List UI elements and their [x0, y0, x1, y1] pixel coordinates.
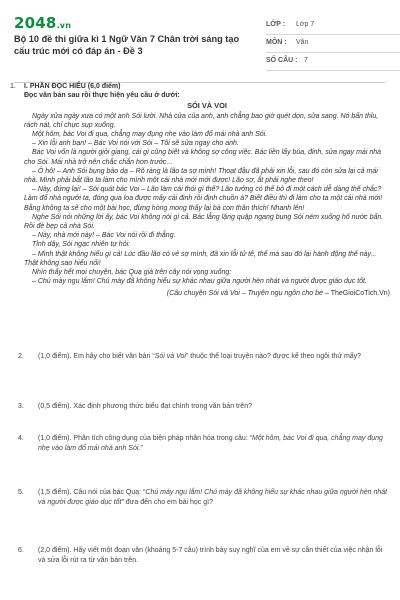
story-paragraph: – Ô hô! – Anh Sói bụng bảo dạ – Rõ ràng là lão ta sợ mình! Thoạt đầu đã phải xin lỗi, sau đó còn sửa lại cả mái nhà. Mình phải bắt lão ta làm cho mình một cái nhà mới mới được! Lão sợ, ắt phải nghe theo!: [24, 167, 378, 185]
question-6: [18, 546, 390, 566]
question-text: [38, 402, 390, 412]
question-2: [18, 352, 390, 362]
question-text-part: (2,0 điểm). Hãy viết một đoạn văn (khoảng 5-7 câu) trình bày suy nghĩ của em về sự cần thiết của việc nhận lỗi và sửa lỗi rút ra từ văn bản trên.: [38, 547, 383, 564]
story-paragraph: Tỉnh dậy, Sói ngạc nhiên tự hỏi:: [32, 241, 131, 249]
story-paragraph: Bác Voi vốn là người giỏi giang, cái gì cũng biết và không sợ công việc. Bác liền lấy búa, đinh, sửa ngay mái nhà cho Sói. Mái nhà trở nên chắc chắn hơn trước...: [24, 149, 382, 166]
meta-label: LỚP :: [266, 21, 286, 28]
site-logo[interactable]: [14, 14, 71, 32]
logo-tld: .vn: [56, 21, 72, 30]
story-source: [24, 289, 390, 298]
story-text: [24, 112, 390, 299]
source-site: TheGioiCoTich.Vn): [330, 290, 390, 298]
question-3: [18, 402, 390, 412]
question-text-part: (1,0 điểm). Em hãy cho biết văn bản “: [38, 353, 155, 360]
question-quote: Sói và Voi: [154, 353, 186, 360]
question-text-part: ” thuộc thể loại truyện nào? được kể theo ngôi thứ mấy?: [186, 353, 362, 360]
question-5: [18, 488, 390, 508]
meta-question-count: [266, 53, 400, 71]
header: [14, 10, 386, 74]
meta-label: MÔN :: [266, 39, 287, 46]
question-4: [18, 434, 390, 454]
source-text: (Câu chuyện Sói và Voi – Truyện ngụ ngôn cho bé –: [166, 290, 329, 298]
section-title: I. PHẦN ĐỌC HIỂU (6,0 điểm): [24, 83, 121, 90]
document-meta: [266, 17, 400, 71]
question-text-part: (1,5 điểm). Câu nói của bác Quạ: “: [38, 489, 146, 496]
story-paragraph: – Này, đứng lại! – Sói quát bác Voi – Lão làm cái thói gì thế? Lão tưởng có thể bỏ đi một cách dễ dàng thế chắc? Làm đổ nhà người ta, đóng qua loa được mấy cái đinh rồi định chuồn à? Biết điều thì đi làm cho ta một cái nhà mới! Bằng không ta sẽ cho một bài học, đừng hòng mong thấy lại bà con thân thích! Nhanh lên!: [24, 186, 383, 212]
question-text-part: ”: [140, 445, 143, 452]
question-number: 1.: [10, 83, 16, 90]
question-text-part: (1,0 điểm). Phân tích công dụng của biện pháp nhân hóa trong câu: “: [38, 435, 253, 442]
meta-label: SỐ CÂU :: [266, 57, 298, 64]
story-paragraph: Nhìn thấy hết mọi chuyện, bác Quạ già trên cây nói vọng xuống:: [32, 269, 232, 277]
document-title: Bộ 10 đề thi giữa kì 1 Ngữ Văn 7 Chân trời sáng tạo cấu trúc mới có đáp án - Đề 3: [14, 34, 240, 56]
meta-grade: [266, 17, 400, 35]
question-quote: Chú mày ngu lắm! Chú mày đã không hiểu sự khác nhau giữa người hèn nhát và người được giáo dục tốt: [38, 489, 388, 506]
question-text-part: (0,5 điểm). Xác định phương thức biểu đạt chính trong văn bản trên?: [38, 403, 252, 410]
meta-value: 7: [304, 57, 308, 64]
question-text: [38, 488, 390, 508]
story-paragraph: – Chú mày ngu lắm! Chú mày đã không hiểu sự khác nhau giữa người hèn nhát và người được giáo dục tốt.: [32, 278, 367, 286]
question-number: 5.: [18, 489, 24, 496]
story-paragraph: Ngày xửa ngày xưa có một anh Sói lười. Nhà cửa của anh, anh chẳng bao giờ quét dọn, sửa sang. Nó bẩn thỉu, rách nát, chỉ chực sụp xuống.: [24, 112, 379, 129]
question-number: 6.: [18, 547, 24, 554]
logo-text: 2048: [14, 14, 57, 32]
meta-value: Lớp 7: [296, 21, 315, 28]
reading-section: [10, 82, 390, 299]
section-instruction: Đọc văn bản sau rồi thực hiện yêu cầu ở dưới:: [24, 92, 180, 100]
story-paragraph: – Xin lỗi anh bạn! – Bác Voi nói với Sói – Tôi sẽ sửa ngay cho anh.: [32, 140, 239, 148]
question-number: 3.: [18, 403, 24, 410]
question-text: [38, 434, 390, 454]
question-text-part: ” đưa đến cho em bài học gì?: [121, 499, 213, 506]
story-paragraph: Một hôm, bác Voi đi qua, chẳng may đụng nhẹ vào làm đổ mái nhà anh Sói.: [32, 131, 268, 139]
story-paragraph: – Này, nhà mới này! – Bác Voi nói rồi đi thẳng.: [32, 232, 176, 240]
story-paragraph: Nghe Sói nói những lời ấy, bác Voi không nói gì cả. Bác lẳng lặng quặp ngang bụng Sói ném xuống hố nước bẩn. Rồi đè bẹp cả nhà Sói.: [24, 213, 384, 231]
meta-value: Văn: [296, 39, 309, 46]
question-number: 2.: [18, 353, 24, 360]
question-number: 4.: [18, 435, 24, 442]
story-paragraph: – Mình thật không hiểu gì cả! Lúc đầu lão có vẻ sợ mình, đã xin lỗi tử tế, thế mà sau đó lại hành động thế này... Thật không sao hiểu nổi!: [24, 250, 377, 267]
story-title: SÓI VÀ VOI: [187, 101, 227, 111]
question-quote: Một hôm, bác Voi đi qua, chẳng may đụng nhẹ vào làm đổ mái nhà anh Sói.: [38, 435, 383, 452]
question-text: [38, 546, 390, 566]
question-text: [38, 352, 390, 362]
meta-subject: [266, 35, 400, 53]
